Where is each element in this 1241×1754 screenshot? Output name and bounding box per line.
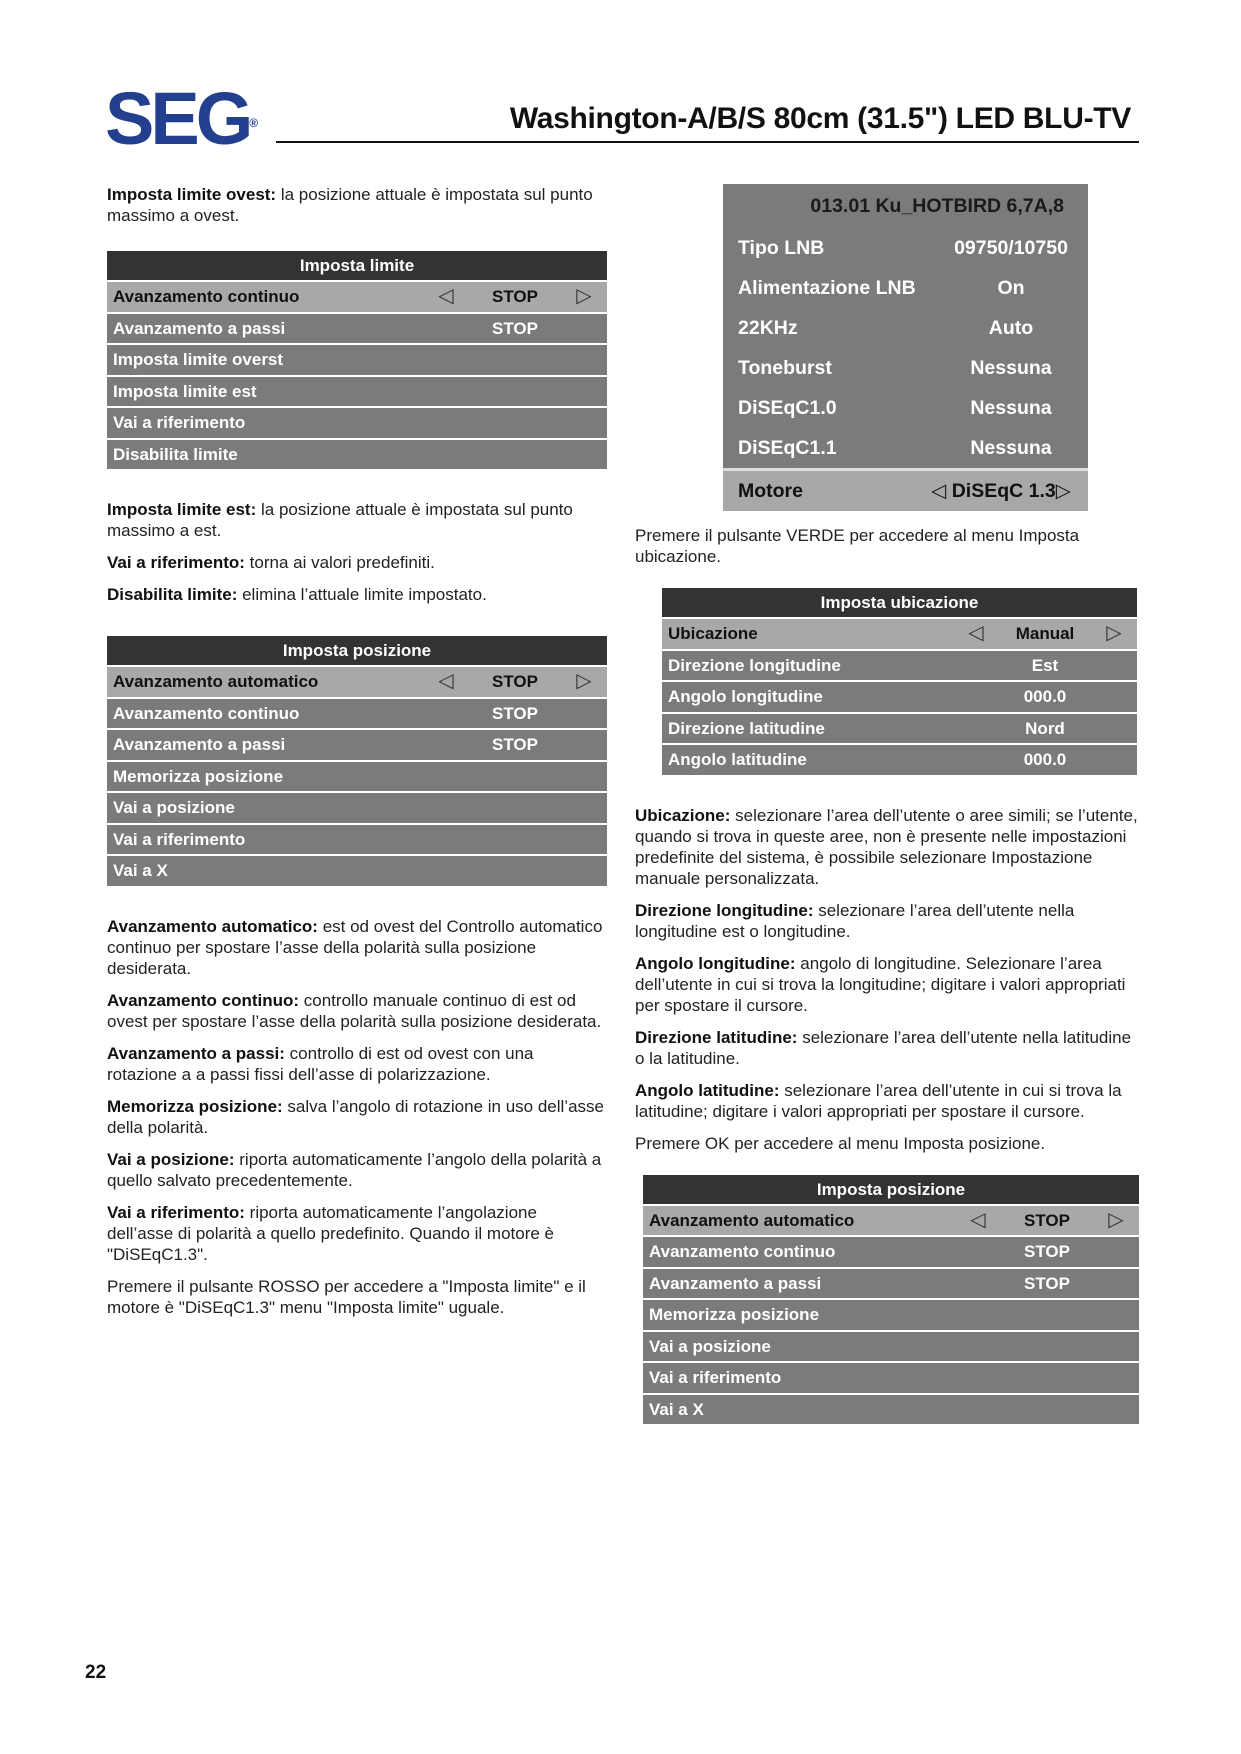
menu-row[interactable] <box>643 1237 1139 1267</box>
paragraph-text: elimina l’attuale limite impostato. <box>237 585 487 604</box>
paragraph <box>635 525 1140 567</box>
paragraph-text: riporta automaticamente l’angolazione dell’asse di polarità a quello predefinito. Quando il motore è "DiSEqC1.3". <box>107 1202 554 1264</box>
menu-row-value: Manual <box>1015 624 1075 644</box>
menu-row-value: STOP <box>1024 1210 1070 1230</box>
satellite-row[interactable] <box>723 348 1088 388</box>
menu-row-value: 000.0 <box>1023 750 1067 770</box>
right-intro <box>635 525 1140 578</box>
menu-row-label: Avanzamento continuo <box>113 287 300 307</box>
satellite-row-value: Nessuna <box>970 357 1052 379</box>
menu-row[interactable] <box>662 714 1137 744</box>
paragraph-term: Angolo longitudine: <box>635 953 796 973</box>
menu-row[interactable] <box>107 377 607 407</box>
menu-row-control <box>967 1210 1127 1231</box>
page-title: Washington-A/B/S 80cm (31.5") LED BLU-TV <box>509 102 1131 135</box>
imposta-limite-menu <box>107 251 607 471</box>
menu-title: Imposta limite <box>107 251 607 280</box>
menu-row-value: STOP <box>492 672 538 692</box>
paragraph-text: selezionare l’area dell’utente nella longitudine est o longitudine. <box>635 900 1075 941</box>
menu-row-label: Memorizza posizione <box>649 1305 820 1325</box>
satellite-row-label: 22KHz <box>738 317 798 339</box>
paragraph <box>107 584 607 605</box>
paragraph-text: la posizione attuale è impostata sul punto massimo a est. <box>107 500 573 540</box>
menu-row[interactable] <box>662 745 1137 775</box>
menu-row-label: Direzione longitudine <box>668 655 841 675</box>
satellite-row[interactable] <box>723 468 1088 511</box>
menu-row[interactable] <box>107 762 607 792</box>
left-arrow-icon[interactable]: ◁ <box>968 622 984 645</box>
paragraph <box>635 1027 1140 1069</box>
paragraph-term: Vai a riferimento: <box>107 1202 245 1222</box>
satellite-settings-panel <box>723 184 1088 511</box>
menu-row-label: Imposta limite overst <box>113 350 284 370</box>
satellite-row-label: DiSEqC1.0 <box>738 397 837 419</box>
paragraph <box>107 184 607 226</box>
menu-row-label: Vai a posizione <box>113 798 235 818</box>
satellite-row-value: Nessuna <box>970 397 1052 419</box>
page-number: 22 <box>85 1662 107 1683</box>
satellite-row[interactable] <box>723 228 1088 268</box>
menu-row[interactable] <box>107 825 607 855</box>
paragraph-text: selezionare l’area dell’utente in cui si trova la latitudine; digitare i valori appropriati per spostare il cursore. <box>635 1080 1122 1121</box>
paragraph-term: Imposta limite ovest: <box>107 185 277 204</box>
menu-title: Imposta posizione <box>643 1175 1139 1204</box>
paragraph-term: Vai a posizione: <box>107 1149 235 1169</box>
menu-row-value: STOP <box>1024 1242 1070 1262</box>
menu-row[interactable] <box>643 1395 1139 1425</box>
menu-row-label: Avanzamento a passi <box>113 735 286 755</box>
menu-row-label: Angolo longitudine <box>668 687 823 707</box>
right-column <box>635 184 1140 1426</box>
menu-row[interactable] <box>107 282 607 312</box>
motor-value: DiSEqC 1.3 <box>951 480 1056 502</box>
menu-row-control <box>435 734 595 755</box>
satellite-header <box>723 184 1088 228</box>
menu-row-label: Vai a X <box>649 1399 704 1419</box>
paragraph <box>107 552 607 573</box>
menu-row-control <box>967 1241 1127 1262</box>
menu-row[interactable] <box>107 730 607 760</box>
menu-row-label: Ubicazione <box>668 624 758 644</box>
menu-row[interactable] <box>643 1269 1139 1299</box>
menu-row[interactable] <box>662 651 1137 681</box>
satellite-row-value: 09750/10750 <box>954 237 1068 259</box>
menu-row[interactable] <box>662 619 1137 649</box>
menu-row-value: STOP <box>492 735 538 755</box>
satellite-row[interactable] <box>723 428 1088 468</box>
menu-row-label: Direzione latitudine <box>668 718 825 738</box>
satellite-row-label: Alimentazione LNB <box>738 277 916 299</box>
imposta-ubicazione-menu <box>662 588 1137 777</box>
right-arrow-icon[interactable]: ▷ <box>1108 1208 1124 1231</box>
left-arrow-icon[interactable]: ◁ <box>438 670 454 693</box>
left-intro <box>107 184 607 237</box>
menu-row-value: 000.0 <box>1023 687 1067 707</box>
menu-row-control <box>435 671 595 692</box>
menu-row-label: Memorizza posizione <box>113 766 284 786</box>
paragraph-text: controllo manuale continuo di est od ovest per spostare l’asse della polarità sulla posizione desiderata. <box>107 990 602 1031</box>
menu-row[interactable] <box>107 856 607 886</box>
satellite-row[interactable] <box>723 388 1088 428</box>
menu-row-control <box>435 286 595 307</box>
paragraph-term: Memorizza posizione: <box>107 1096 283 1116</box>
right-arrow-icon[interactable]: ▷ <box>576 285 592 308</box>
left-descriptions <box>107 916 607 1329</box>
menu-row-value: Nord <box>1025 718 1065 738</box>
imposta-posizione-menu-left <box>107 636 607 888</box>
menu-row-control <box>965 718 1125 739</box>
paragraph-text: selezionare l’area dell’utente o aree simili; se l’utente, quando si trova in queste aree, non è presente nelle impostazioni predefinite del sistema, è possibile selezionare Impostazione manuale personalizzata. <box>635 805 1138 888</box>
paragraph-term: Direzione latitudine: <box>635 1027 798 1047</box>
paragraph-text: selezionare l’area dell’utente nella latitudine o la latitudine. <box>635 1027 1132 1068</box>
paragraph <box>107 1149 607 1191</box>
left-column <box>107 184 607 1329</box>
menu-row-control <box>965 749 1125 770</box>
paragraph <box>635 1133 1140 1154</box>
satellite-row-value: On <box>997 277 1025 299</box>
satellite-row[interactable] <box>723 268 1088 308</box>
satellite-row-label: Motore <box>738 480 803 502</box>
menu-row-value: STOP <box>492 318 538 338</box>
menu-row-value: Est <box>1031 655 1059 675</box>
left-arrow-icon: ◁ <box>931 480 952 502</box>
menu-row[interactable] <box>107 345 607 375</box>
satellite-row-value: Nessuna <box>970 437 1052 459</box>
menu-row-label: Imposta limite est <box>113 381 257 401</box>
paragraph <box>107 1202 607 1265</box>
satellite-row-label: Toneburst <box>738 357 832 379</box>
paragraph-term: Direzione longitudine: <box>635 900 814 920</box>
satellite-row-label: DiSEqC1.1 <box>738 437 837 459</box>
paragraph-text: Premere il pulsante ROSSO per accedere a "Imposta limite" e il motore è "DiSEqC1.3" menu "Imposta limite" uguale. <box>107 1276 586 1317</box>
paragraph <box>107 499 607 541</box>
left-arrow-icon[interactable]: ◁ <box>438 285 454 308</box>
menu-row[interactable] <box>107 408 607 438</box>
menu-row-label: Vai a X <box>113 861 168 881</box>
paragraph-term: Disabilita limite: <box>107 585 238 604</box>
menu-row-value: STOP <box>492 287 538 307</box>
menu-row-control <box>967 1273 1127 1294</box>
paragraph <box>635 953 1140 1016</box>
menu-row[interactable] <box>643 1206 1139 1236</box>
menu-row-label: Vai a posizione <box>649 1336 771 1356</box>
satellite-row-value: Auto <box>988 317 1034 339</box>
menu-row-label: Vai a riferimento <box>649 1368 782 1388</box>
menu-row-control <box>435 318 595 339</box>
menu-row[interactable] <box>643 1300 1139 1330</box>
paragraph <box>107 916 607 979</box>
menu-row[interactable] <box>107 667 607 697</box>
paragraph-text: Premere il pulsante VERDE per accedere al menu Imposta ubicazione. <box>635 526 1080 566</box>
menu-row-label: Vai a riferimento <box>113 829 246 849</box>
paragraph <box>635 1080 1140 1122</box>
paragraph <box>107 1096 607 1138</box>
menu-row[interactable] <box>107 314 607 344</box>
menu-row-label: Avanzamento automatico <box>113 672 319 692</box>
paragraph-text: la posizione attuale è impostata sul punto massimo a ovest. <box>107 185 593 225</box>
paragraph <box>107 1043 607 1085</box>
paragraph-term: Angolo latitudine: <box>635 1080 780 1100</box>
imposta-posizione-menu-right <box>643 1175 1139 1427</box>
header-rule <box>276 141 1139 143</box>
menu-title: Imposta posizione <box>107 636 607 665</box>
paragraph <box>635 900 1140 942</box>
menu-row[interactable] <box>643 1332 1139 1362</box>
right-arrow-icon: ▷ <box>1055 480 1071 502</box>
left-mid-text <box>107 499 607 616</box>
paragraph-text: torna ai valori predefiniti. <box>244 553 435 572</box>
paragraph-term: Avanzamento a passi: <box>107 1043 285 1063</box>
right-arrow-icon[interactable]: ▷ <box>576 670 592 693</box>
logo-text: SEG <box>105 77 250 160</box>
paragraph-term: Imposta limite est: <box>107 500 257 519</box>
left-arrow-icon[interactable]: ◁ <box>970 1208 986 1231</box>
menu-title: Imposta ubicazione <box>662 588 1137 617</box>
satellite-row-value <box>926 479 1076 503</box>
menu-row-label: Avanzamento automatico <box>649 1210 855 1230</box>
menu-row[interactable] <box>107 699 607 729</box>
menu-row-control <box>965 686 1125 707</box>
menu-row-label: Vai a riferimento <box>113 413 246 433</box>
menu-row-control <box>435 703 595 724</box>
menu-row-label: Avanzamento a passi <box>649 1273 822 1293</box>
paragraph <box>107 1276 607 1318</box>
right-descriptions <box>635 805 1140 1165</box>
paragraph-term: Avanzamento continuo: <box>107 990 300 1010</box>
paragraph <box>107 990 607 1032</box>
registered-mark: ® <box>249 116 259 130</box>
seg-logo <box>105 77 259 160</box>
menu-row-label: Disabilita limite <box>113 444 238 464</box>
paragraph-text: controllo di est od ovest con una rotazione a a passi fissi dell’asse di polarizzazione. <box>107 1043 534 1084</box>
menu-row-value: STOP <box>492 703 538 723</box>
menu-row-label: Avanzamento continuo <box>113 703 300 723</box>
paragraph-text: angolo di longitudine. Selezionare l’area dell’utente in cui si trova la longitudine; digitare i valori appropriati per spostare il cursore. <box>635 953 1126 1015</box>
menu-row[interactable] <box>107 440 607 470</box>
paragraph-term: Avanzamento automatico: <box>107 916 318 936</box>
right-arrow-icon[interactable]: ▷ <box>1106 622 1122 645</box>
menu-row[interactable] <box>107 793 607 823</box>
menu-row[interactable] <box>662 682 1137 712</box>
menu-row-label: Avanzamento continuo <box>649 1242 836 1262</box>
menu-row-label: Avanzamento a passi <box>113 318 286 338</box>
paragraph-term: Ubicazione: <box>635 805 731 825</box>
menu-row-control <box>965 623 1125 644</box>
paragraph <box>635 805 1140 889</box>
menu-row-label: Angolo latitudine <box>668 750 807 770</box>
paragraph-text: Premere OK per accedere al menu Imposta posizione. <box>635 1133 1046 1153</box>
satellite-row-label: Tipo LNB <box>738 237 825 259</box>
menu-row[interactable] <box>643 1363 1139 1393</box>
satellite-name: 013.01 Ku_HOTBIRD 6,7A,8 <box>810 195 1064 217</box>
menu-row-control <box>965 655 1125 676</box>
paragraph-text: riporta automaticamente l’angolo della polarità a quello salvato precedentemente. <box>107 1149 602 1190</box>
satellite-row[interactable] <box>723 308 1088 348</box>
paragraph-term: Vai a riferimento: <box>107 553 245 572</box>
paragraph-text: salva l’angolo di rotazione in uso dell’asse della polarità. <box>107 1096 604 1137</box>
menu-row-value: STOP <box>1024 1273 1070 1293</box>
paragraph-text: est od ovest del Controllo automatico continuo per spostare l’asse della polarità sulla posizione desiderata. <box>107 916 603 978</box>
